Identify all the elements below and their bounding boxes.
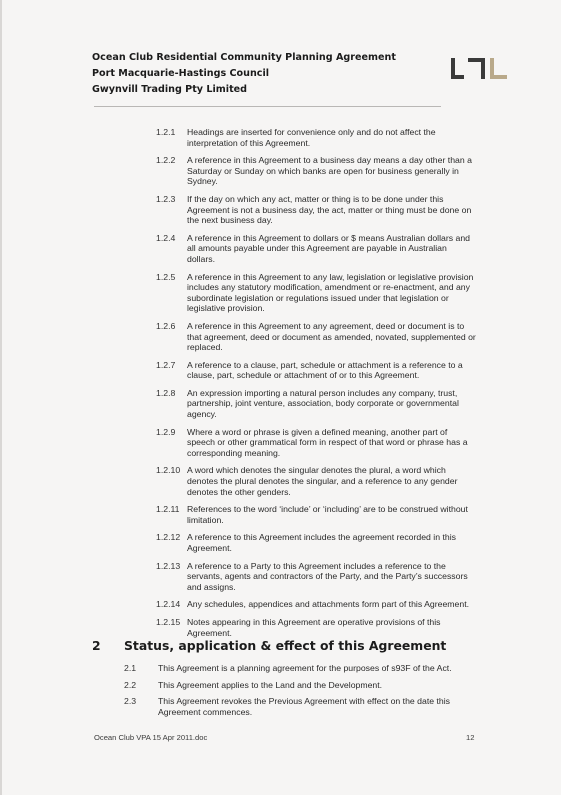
clause-item (156, 465, 476, 497)
clause-text: A reference in this Agreement to a business day means a day other than a Saturday or Sunday on which banks are open for business generally in Sydney. (187, 155, 472, 187)
clause-number: 1.2.12 (156, 532, 181, 543)
clause-text: A reference in this Agreement to any law, legislation or legislative provision includes any statutory modification, amendment or re-enactment, and any subordinate legislation or regulations issued under that legislation or legislative provision. (187, 271, 474, 314)
clause-item (156, 561, 476, 593)
clause-text: A reference in this Agreement to any agreement, deed or document is to that agreement, deed or document as amended, novated, supplemented or replaced. (187, 320, 476, 353)
clause-number: 1.2.13 (156, 560, 181, 571)
sub-clause-list (124, 663, 469, 723)
clause-item (156, 194, 476, 226)
clause-number: 1.2.1 (156, 127, 176, 137)
header-company-name: Gwynvill Trading Pty Limited (92, 84, 248, 95)
clause-number: 1.2.11 (156, 504, 180, 515)
clause-item (156, 360, 476, 381)
clause-item (156, 427, 476, 459)
clause-text: A reference to this Agreement includes the agreement recorded in this Agreement. (187, 532, 456, 553)
clause-text: A reference to a clause, part, schedule or attachment is a reference to a clause, part, schedule or attachment of or to this Agreement. (187, 359, 463, 381)
clause-item (156, 155, 476, 187)
sub-clause-number: 2.3 (124, 696, 137, 707)
clause-number: 1.2.9 (156, 426, 176, 437)
clause-number: 1.2.6 (156, 320, 176, 331)
clause-text: If the day on which any act, matter or thing is to be done under this Agreement is not a business day, the act, matter or thing must be done on the next business day. (187, 193, 472, 226)
clause-text: References to the word ‘include’ or ‘including’ are to be construed without limitation. (187, 504, 468, 525)
clause-item (156, 532, 476, 553)
clause-number: 1.2.5 (156, 271, 176, 282)
sub-clause-text: This Agreement applies to the Land and the Development. (158, 679, 383, 690)
clause-item (156, 599, 476, 610)
clause-item (156, 504, 476, 525)
clause-text: Where a word or phrase is given a defined meaning, another part of speech or other grammatical form in respect of that word or phrase has a corresponding meaning. (187, 426, 468, 458)
clause-number: 1.2.15 (156, 616, 181, 627)
section-heading (92, 638, 446, 653)
sub-clause-text: This Agreement is a planning agreement for the purposes of s93F of the Act. (158, 663, 452, 673)
clause-item (156, 233, 476, 265)
document-header (92, 50, 396, 98)
clause-text: Notes appearing in this Agreement are operative provisions of this Agreement. (187, 616, 441, 638)
clause-text: A word which denotes the singular denotes the plural, a word which denotes the plural denotes the singular, and a reference to any gender denotes the other genders. (187, 465, 458, 497)
clause-item (156, 272, 476, 314)
header-divider (94, 106, 441, 107)
footer-page-number: 12 (466, 733, 475, 742)
sub-clause-text: This Agreement revokes the Previous Agreement with effect on the date this Agreement commences. (158, 696, 450, 717)
clause-number: 1.2.14 (156, 599, 181, 610)
clause-text: An expression importing a natural person includes any company, trust, partnership, joint venture, association, body corporate or governmental agency. (187, 387, 459, 420)
section-number: 2 (92, 638, 101, 653)
clause-number: 1.2.7 (156, 359, 176, 370)
clause-number: 1.2.10 (156, 465, 181, 476)
sub-clause-item (124, 680, 469, 691)
clause-number: 1.2.3 (156, 193, 176, 204)
footer-filename: Ocean Club VPA 15 Apr 2011.doc (94, 733, 208, 742)
clause-item (156, 127, 476, 148)
sub-clause-number: 2.1 (124, 663, 137, 673)
clause-number: 1.2.2 (156, 155, 176, 166)
clause-text: A reference in this Agreement to dollars or $ means Australian dollars and all amounts payable under this Agreement are payable in Australian dollars. (187, 232, 470, 264)
clause-text: Headings are inserted for convenience only and do not affect the interpretation of this Agreement. (187, 127, 436, 148)
ltl-logo (451, 56, 509, 80)
section-title: Status, application & effect of this Agreement (124, 638, 447, 653)
sub-clause-item (124, 696, 469, 717)
header-council-name: Port Macquarie-Hastings Council (92, 68, 270, 79)
clause-text: A reference to a Party to this Agreement includes a reference to the servants, agents and contractors of the Party, and the Party’s successors and assigns. (187, 560, 468, 592)
clause-list (156, 127, 476, 645)
clause-item (156, 617, 476, 638)
clause-number: 1.2.8 (156, 387, 176, 398)
sub-clause-item (124, 663, 469, 674)
page-edge (0, 0, 2, 795)
clause-number: 1.2.4 (156, 232, 176, 243)
clause-item (156, 321, 476, 353)
clause-text: Any schedules, appendices and attachments form part of this Agreement. (187, 599, 470, 610)
sub-clause-number: 2.2 (124, 679, 137, 690)
header-agreement-title: Ocean Club Residential Community Planning Agreement (92, 52, 396, 63)
clause-item (156, 388, 476, 420)
